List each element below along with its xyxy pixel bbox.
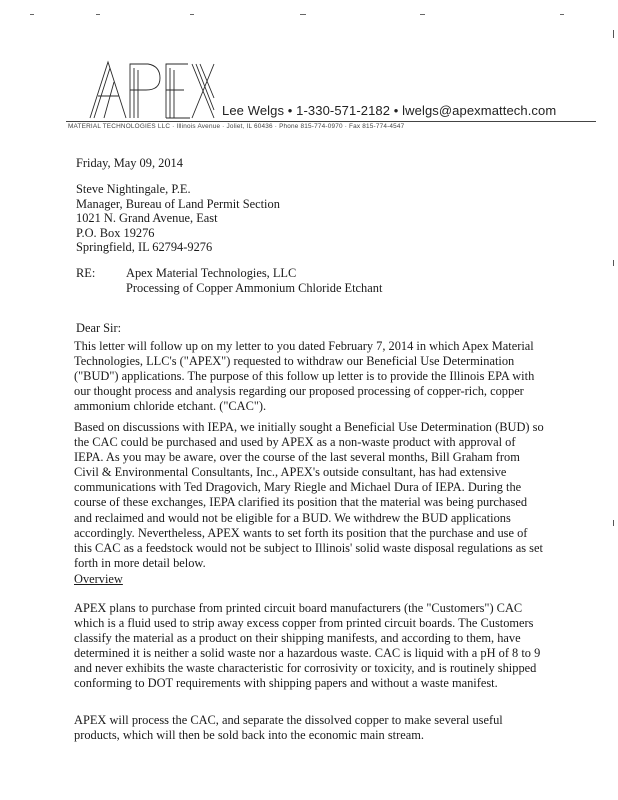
salutation: Dear Sir: [76,321,122,335]
apex-logo [86,56,216,122]
letter-date: Friday, May 09, 2014 [76,156,183,170]
scan-mark [613,30,614,38]
scan-mark [560,14,564,15]
scan-mark [613,520,614,526]
recipient-line: 1021 N. Grand Avenue, East [76,211,218,226]
body-paragraph: This letter will follow up on my letter to you dated February 7, 2014 in which Apex Material Technologies, LLC's ("APEX") requested to withdraw our Beneficial Use Determination ("BUD") applications. The purpose of this follow up letter is to provide the Illinois EPA with our thought process and analysis regarding our proposed processing of copper-rich, copper ammonium chloride etchant. ("CAC"). [74,339,535,414]
scan-mark [96,14,100,15]
recipient-block [76,182,280,255]
scan-mark [300,14,306,15]
subject-line: Apex Material Technologies, LLC [126,266,297,280]
letterhead-address: MATERIAL TECHNOLOGIES LLC · Illinois Avenue · Joliet, IL 60436 · Phone 815-774-0970 · Fax 815-774-4547 [68,123,405,130]
scan-mark [420,14,425,15]
recipient-line: Manager, Bureau of Land Permit Section [76,196,280,211]
subject-label: RE: [76,266,96,280]
scan-mark [190,14,194,15]
body-paragraph: Based on discussions with IEPA, we initially sought a Beneficial Use Determination (BUD) so the CAC could be purchased and used by APEX as a non-waste product with approval of IEPA. As you may be aware, over the course of the last several months, Bill Graham from Civil & Environmental Consultants, Inc., APEX's outside consultant, has had extensive communications with Ted Dragovich, Mary Riegle and Michael Dura of IEPA. During the course of these exchanges, IEPA clarified its position that the material was being purchased and reclaimed and would not be eligible for a BUD. We withdrew the BUD applications accordingly. Nevertheless, APEX wants to set forth its position that the purchase and use of this CAC as a feedstock would not be subject to Illinois' solid waste disposal regulations as set forth in more detail below. [74,420,544,570]
letterhead-contact: Lee Welgs • 1-330-571-2182 • lwelgs@apexmattech.com [222,103,557,118]
scan-mark [30,14,34,15]
section-heading-overview: Overview [74,572,123,586]
scan-mark [613,260,614,266]
recipient-line: P.O. Box 19276 [76,225,155,240]
letterhead-rule [66,121,596,122]
body-paragraph: APEX will process the CAC, and separate the dissolved copper to make several useful products, which will then be sold back into the economic main stream. [74,713,503,743]
recipient-line: Springfield, IL 62794-9276 [76,240,213,255]
body-paragraph: APEX plans to purchase from printed circuit board manufacturers (the "Customers") CAC which is a fluid used to strip away excess copper from printed circuit boards. The Customers classify the material as a product on their shipping manifests, and according to them, have determined it is neither a solid waste nor a hazardous waste. CAC is liquid with a pH of 8 to 9 and never exhibits the waste characteristic for corrosivity or toxicity, and is routinely shipped conforming to DOT requirements with shipping papers and without a waste manifest. [74,601,541,691]
recipient-line: Steve Nightingale, P.E. [76,182,191,196]
subject-line: Processing of Copper Ammonium Chloride Etchant [126,281,383,295]
